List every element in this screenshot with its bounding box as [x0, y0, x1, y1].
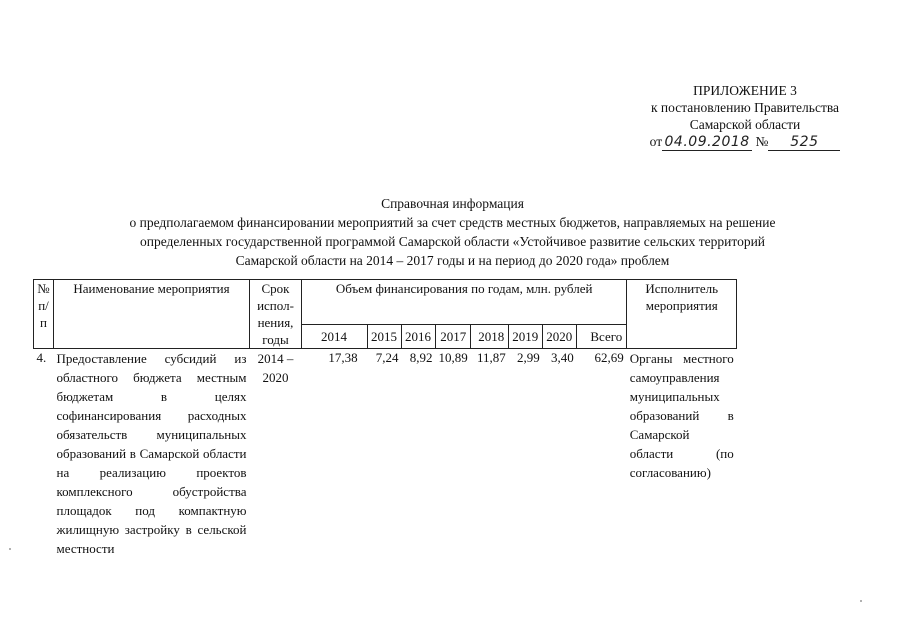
header-year-2015: 2015 — [368, 324, 402, 348]
row-value-2018: 11,87 — [476, 350, 506, 365]
document-title — [0, 194, 905, 270]
title-line-1: Справочная информация — [381, 196, 524, 211]
row-name: Предоставление субсидий из областного бюджета местным бюджетам в целях софинансирования расходных обязательств муниципальных образований в Самарской области на реализацию проектов комплексного обустройства площадок под компактную жилищную застройку в сельской местности — [56, 351, 247, 556]
title-line-4: Самарской области на 2014 – 2017 годы и на период до 2020 года» проблем — [235, 253, 670, 268]
appendix-line-1: к постановлению Правительства — [650, 100, 840, 115]
header-funding: Объем финансирования по годам, млн. рублей — [302, 280, 627, 325]
handwritten-number: 525 — [768, 135, 840, 151]
appendix-title: ПРИЛОЖЕНИЕ 3 — [693, 83, 797, 98]
header-name: Наименование мероприятия — [54, 280, 250, 349]
table-row — [34, 349, 737, 559]
scan-speck — [9, 548, 11, 550]
row-value-2016: 8,92 — [409, 350, 433, 365]
title-line-3: определенных государственной программой Самарской области «Устойчивое развитие сельских территорий — [139, 234, 766, 249]
scan-speck — [860, 600, 862, 602]
appendix-block — [600, 82, 890, 151]
from-label: от — [649, 134, 663, 149]
header-num: № п/п — [34, 280, 54, 349]
header-year-2014: 2014 — [302, 324, 368, 348]
row-value-total: 62,69 — [594, 350, 624, 365]
title-line-2: о предполагаемом финансировании мероприятий за счет средств местных бюджетов, направляемых на решение — [129, 215, 776, 230]
header-year-2016: 2016 — [402, 324, 436, 348]
row-value-2015: 7,24 — [375, 350, 399, 365]
header-year-2018: 2018 — [471, 324, 509, 348]
financing-table — [33, 279, 737, 558]
row-value-2014: 17,38 — [328, 350, 358, 365]
handwritten-date: 04.09.2018 — [662, 135, 752, 151]
header-year-2020: 2020 — [543, 324, 577, 348]
appendix-line-2: Самарской области — [689, 117, 801, 132]
row-value-2020: 3,40 — [551, 350, 574, 365]
header-year-2019: 2019 — [509, 324, 543, 348]
row-num: 4. — [36, 350, 47, 365]
header-term: Срок испол-нения, годы — [250, 280, 302, 349]
row-value-2017: 10,89 — [438, 350, 468, 365]
header-year-2017: 2017 — [436, 324, 471, 348]
appendix-order-line — [600, 133, 890, 151]
row-executor: Органы местного самоуправления муниципальных образований в Самарской области (по согласованию) — [629, 351, 734, 480]
header-executor: Исполнитель мероприятия — [627, 280, 737, 349]
row-term: 2014 – 2020 — [257, 351, 294, 385]
row-value-2019: 2,99 — [517, 350, 540, 365]
header-total: Всего — [577, 324, 627, 348]
number-label: № — [755, 134, 769, 149]
